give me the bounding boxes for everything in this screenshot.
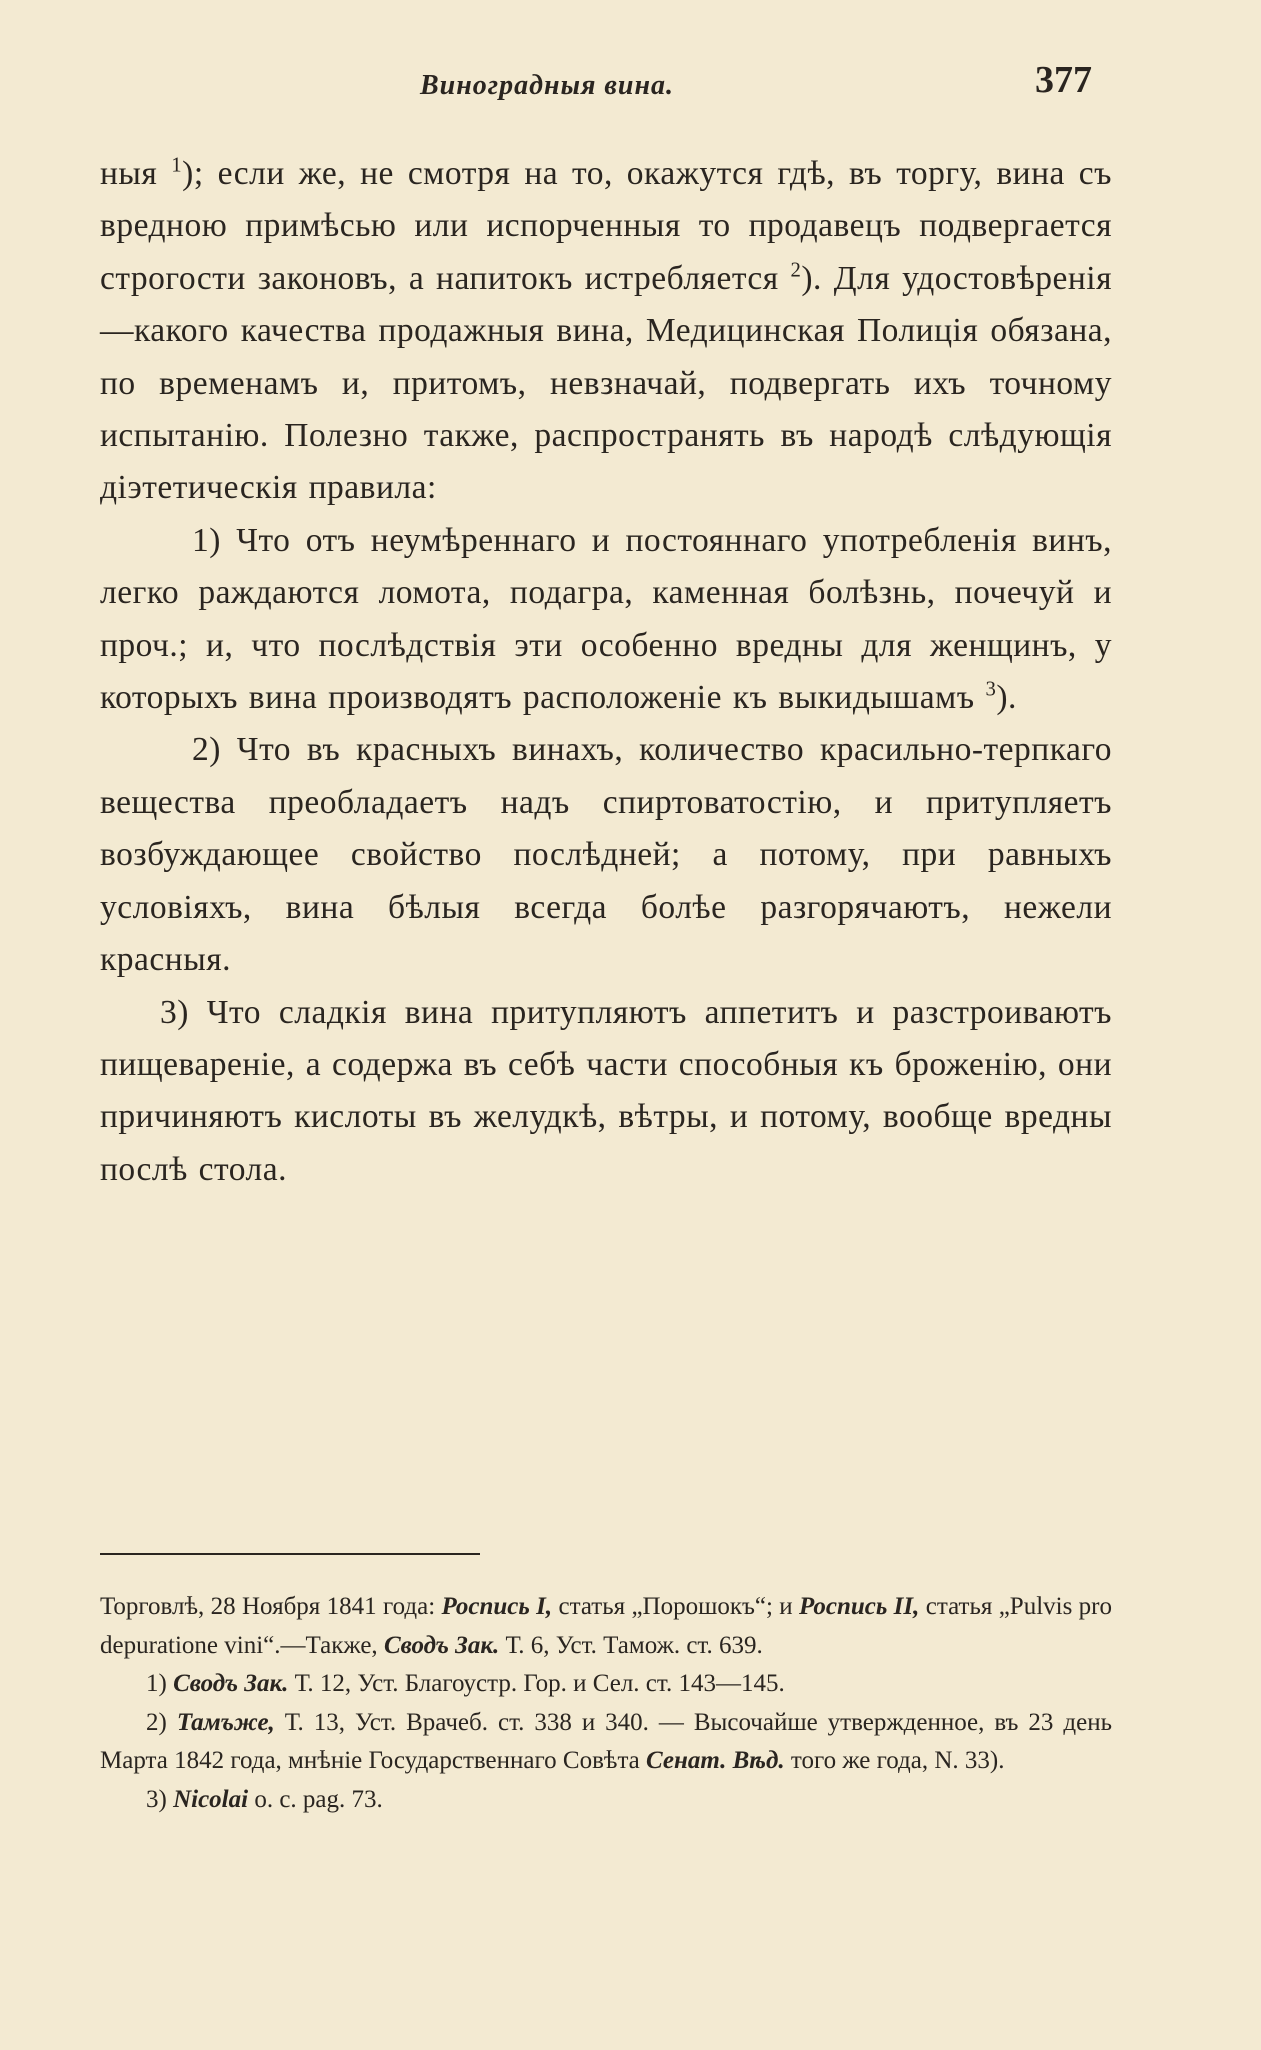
- footnote-continuation: Торговлѣ, 28 Ноября 1841 года: Роспись I, статья „Порошокъ“; и Роспись II, статья „Pulvis pro depuratione vini“.—Также, Сводъ Зак. Т. 6, Уст. Тамож. ст. 639.: [100, 1593, 1112, 1659]
- footnote-ref-1: 1: [171, 153, 183, 177]
- paragraph-1: ныя $^1$); если же, не смотря на то, окажутся гдѣ, въ торгу, вина съ вредною примѣсью или испорченныя то продавецъ подвергается строгости законовъ, а напитокъ истребляется $^2$). Для удостовѣренія—какого качества продажныя вина, Медицинская Полиція обязана, по временамъ и, притомъ, невзначай, подвергать ихъ точному испытанію. Полезно также, распространять въ народѣ слѣдующія діэтетическія правила:: [100, 153, 1112, 507]
- main-text: [100, 148, 1112, 1196]
- paragraph-rule-1: 1) Что отъ неумѣреннаго и постояннаго употребленія винъ, легко раждаются ломота, подагра, каменная болѣзнь, почечуй и проч.; и, что послѣдствія эти особенно вредны для женщинъ, у которыхъ вина производятъ расположеніе къ выкидышамъ $^3$).: [100, 521, 1112, 717]
- footnote-2: 2) Тамъже, Т. 13, Уст. Врачеб. ст. 338 и 340. — Высочайше утвержденное, въ 23 день Марта 1842 года, мнѣніе Государственнаго Совѣта Сенат. Вѣд. того же года, N. 33).: [100, 1708, 1112, 1774]
- footnote-3: 3) Nicolai o. c. pag. 73.: [146, 1785, 383, 1813]
- page-number: 377: [1035, 59, 1092, 101]
- footnotes: [100, 1588, 1112, 1819]
- paragraph-rule-2: 2) Что въ красныхъ винахъ, количество красильно-терпкаго вещества преобладаетъ надъ спиртоватостію, и притупляетъ возбуждающее свойство послѣдней; а потому, при равныхъ условіяхъ, вина бѣлыя всегда болѣе разгорячаютъ, нежели красныя.: [100, 731, 1112, 979]
- footnote-ref-3: 3: [985, 677, 997, 701]
- page-header: [0, 58, 1261, 108]
- footnote-divider: [100, 1553, 480, 1555]
- paragraph-rule-3: 3) Что сладкія вина притупляютъ аппетитъ и разстроиваютъ пищевареніе, а содержа въ себѣ части способныя къ броженію, они причиняютъ кислоты въ желудкѣ, вѣтры, и потому, вообще вредны послѣ стола.: [100, 993, 1112, 1188]
- running-title: Виноградныя вина.: [420, 70, 675, 101]
- footnote-ref-2: 2: [790, 258, 802, 282]
- footnote-1: 1) Сводъ Зак. Т. 12, Уст. Благоустр. Гор. и Сел. ст. 143—145.: [146, 1670, 785, 1697]
